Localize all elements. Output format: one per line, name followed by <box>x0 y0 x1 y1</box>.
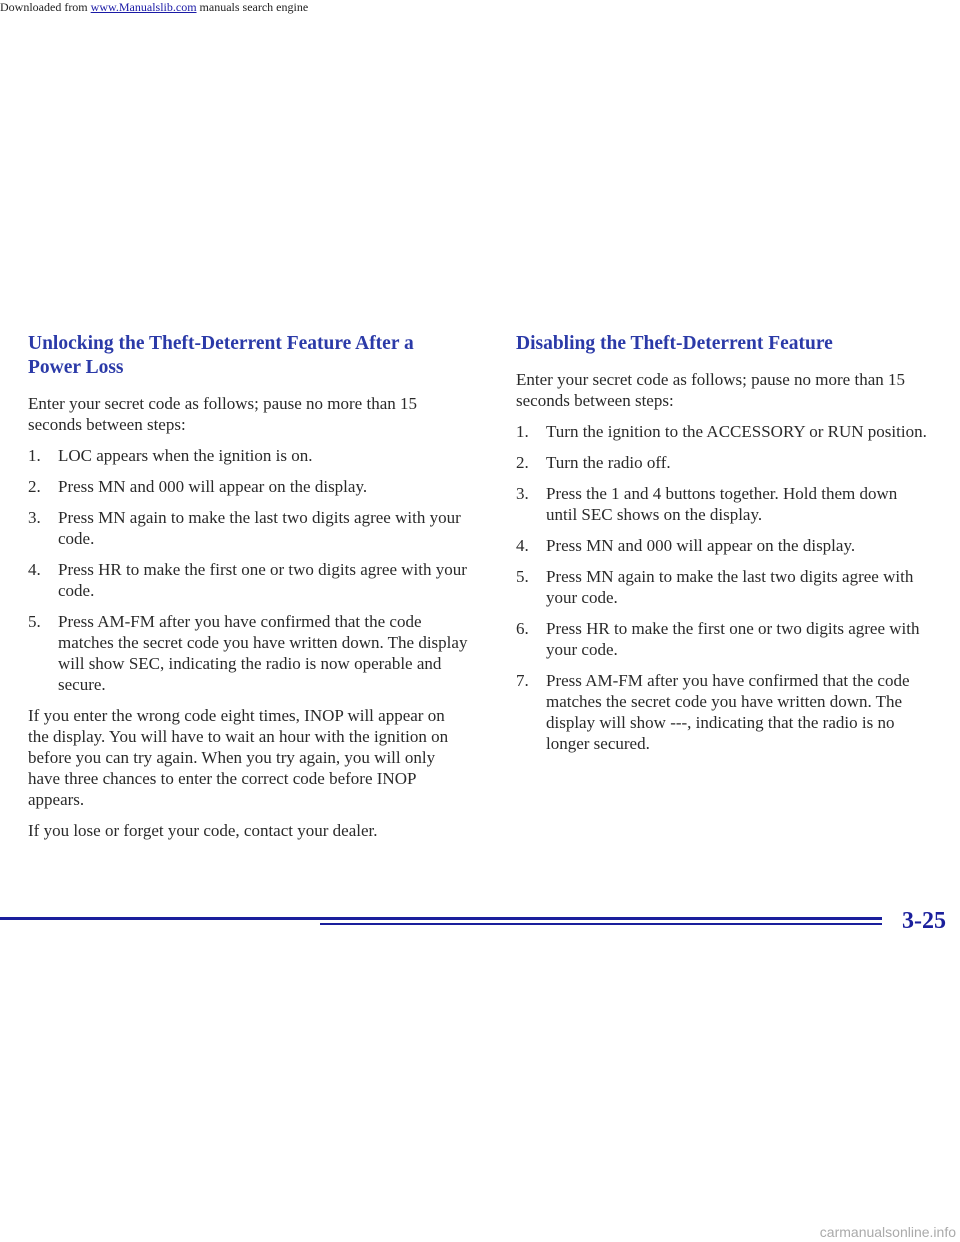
list-item <box>28 507 468 549</box>
step-text: Press AM-FM after you have confirmed that the code matches the secret code you have written down. The display will show SEC, indicating the radio is now operable and secure. <box>58 612 468 694</box>
left-intro: Enter your secret code as follows; pause no more than 15 seconds between steps: <box>28 394 417 434</box>
list-item <box>516 483 932 525</box>
wrong-code-paragraph: If you enter the wrong code eight times, INOP will appear on the display. You will have to wait an hour with the ignition on before you can try again. When you try again, you will only have three chances to enter the correct code before INOP appears. <box>28 706 449 809</box>
page-number: 3-25 <box>902 908 946 934</box>
step-number: 2. <box>516 453 529 472</box>
step-text: Turn the ignition to the ACCESSORY or RUN position. <box>546 422 927 441</box>
step-text: Press MN and 000 will appear on the display. <box>58 477 368 496</box>
list-item <box>516 566 932 608</box>
step-number: 7. <box>516 671 529 690</box>
step-text: Press HR to make the first one or two digits agree with your code. <box>58 560 467 600</box>
page-footer-rule <box>0 906 960 936</box>
step-number: 4. <box>28 560 41 579</box>
disable-steps-list <box>516 421 932 754</box>
header-suffix: manuals search engine <box>196 0 309 14</box>
right-column <box>516 332 932 764</box>
step-number: 5. <box>28 612 41 631</box>
step-text: LOC appears when the ignition is on. <box>58 446 313 465</box>
footer-rule-thin <box>320 923 882 925</box>
step-number: 6. <box>516 619 529 638</box>
manualslib-link[interactable]: www.Manualslib.com <box>90 0 197 14</box>
unlock-steps-list <box>28 445 468 695</box>
step-text: Turn the radio off. <box>546 453 671 472</box>
list-item <box>28 476 468 497</box>
step-number: 5. <box>516 567 529 586</box>
section-heading-unlocking: Unlocking the Theft-Deterrent Feature After a Power Loss <box>28 333 414 378</box>
list-item <box>516 535 932 556</box>
step-number: 3. <box>516 484 529 503</box>
section-heading-disabling: Disabling the Theft-Deterrent Feature <box>516 333 833 354</box>
left-column <box>28 332 468 851</box>
watermark: carmanualsonline.info <box>819 1224 956 1240</box>
footer-rule-thick <box>0 917 882 920</box>
step-number: 1. <box>516 422 529 441</box>
step-number: 3. <box>28 508 41 527</box>
right-intro: Enter your secret code as follows; pause no more than 15 seconds between steps: <box>516 370 905 410</box>
step-text: Press MN and 000 will appear on the display. <box>546 536 856 555</box>
step-text: Press MN again to make the last two digits agree with your code. <box>58 508 461 548</box>
list-item <box>28 445 468 466</box>
list-item <box>28 559 468 601</box>
step-number: 1. <box>28 446 41 465</box>
list-item <box>28 611 468 695</box>
lost-code-paragraph: If you lose or forget your code, contact your dealer. <box>28 821 378 840</box>
list-item <box>516 452 932 473</box>
step-text: Press HR to make the first one or two digits agree with your code. <box>546 619 920 659</box>
list-item <box>516 670 932 754</box>
list-item <box>516 421 932 442</box>
step-number: 2. <box>28 477 41 496</box>
step-text: Press the 1 and 4 buttons together. Hold them down until SEC shows on the display. <box>546 484 898 524</box>
list-item <box>516 618 932 660</box>
step-number: 4. <box>516 536 529 555</box>
header-prefix: Downloaded from <box>0 0 91 14</box>
step-text: Press AM-FM after you have confirmed that the code matches the secret code you have written down. The display will show ---, indicating that the radio is no longer secured. <box>546 671 910 753</box>
step-text: Press MN again to make the last two digits agree with your code. <box>546 567 914 607</box>
